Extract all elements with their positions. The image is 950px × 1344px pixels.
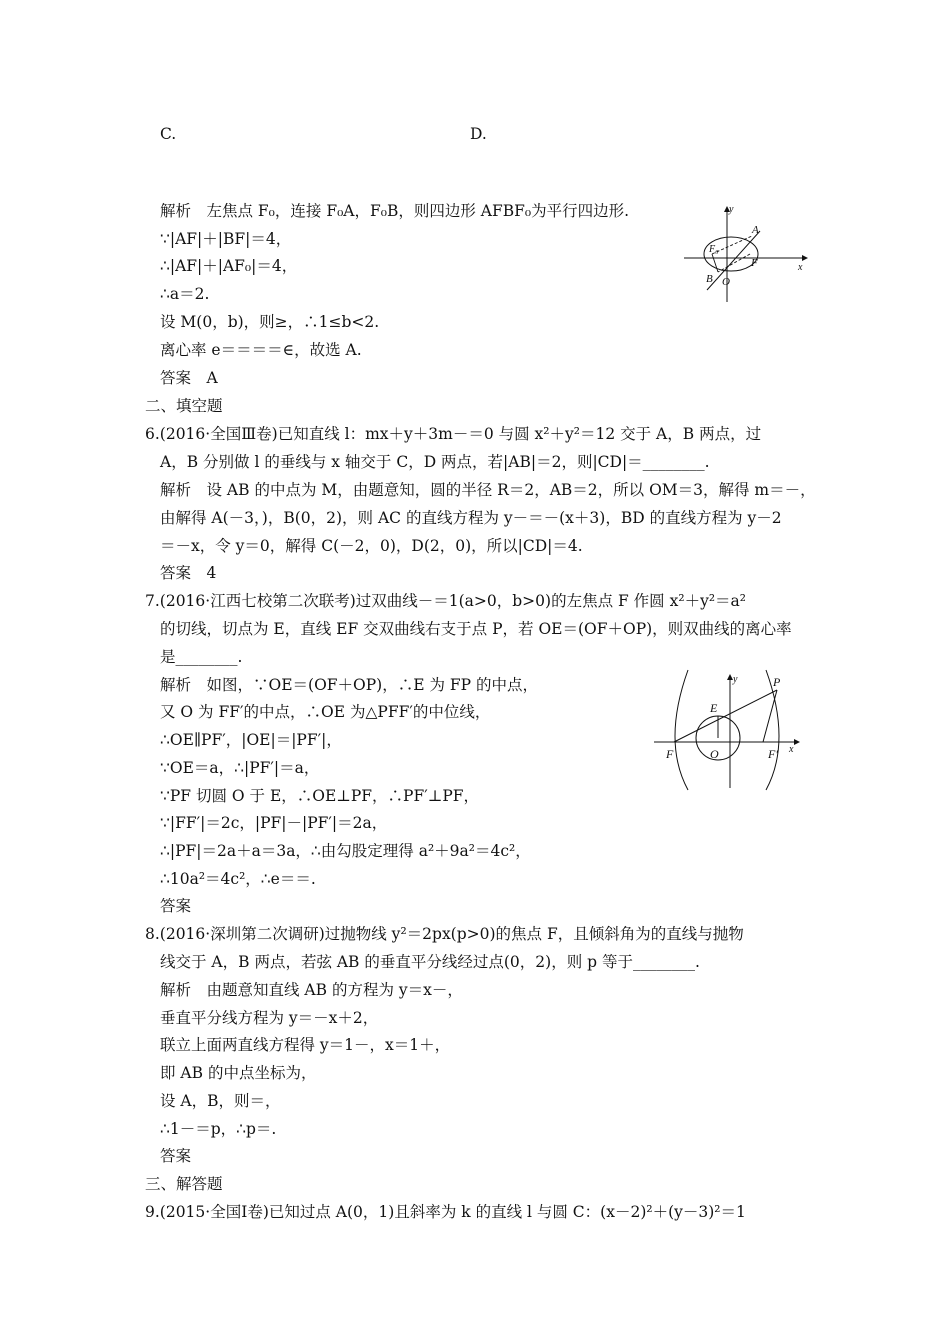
q7-line-7: ∵OE＝a，∴|PF′|＝a，	[160, 759, 320, 777]
q5-answer: 答案 A	[160, 369, 218, 387]
q9-line-1: 9.(2015·全国Ⅰ卷)已知过点 A(0，1)且斜率为 k 的直线 l 与圆 C：(x－2)²＋(y－3)²＝1	[145, 1203, 746, 1221]
fig7-label-x: x	[789, 744, 794, 755]
fig5-label-o: O	[722, 276, 730, 288]
q7-line-6: ∴OE∥PF′，|OE|＝|PF′|，	[160, 731, 342, 749]
fig7-label-y: y	[733, 674, 738, 685]
q7-line-3: 是________.	[160, 648, 243, 666]
fig5-label-f0: F₀	[709, 244, 719, 255]
section-heading-solve: 三、解答题	[145, 1175, 223, 1193]
q5-line-1: 解析 左焦点 F₀，连接 F₀A，F₀B，则四边形 AFBF₀为平行四边形.	[160, 202, 630, 220]
fig5-label-b: B	[706, 273, 713, 285]
q5-line-4: ∴a＝2.	[160, 285, 210, 303]
fig7-label-p: P	[773, 675, 781, 689]
q7-line-4: 解析 如图，∵OE＝(OF＋OP)，∴E 为 FP 的中点，	[160, 676, 538, 694]
q5-line-3: ∴|AF|＋|AF₀|＝4，	[160, 257, 298, 275]
q7-line-5: 又 O 为 FF′的中点，∴OE 为△PFF′的中位线，	[160, 703, 491, 721]
fig7-label-o: O	[710, 747, 719, 761]
q5-line-2: ∵|AF|＋|BF|＝4，	[160, 230, 292, 248]
q5-line-5: 设 M(0，b)，则≥，∴1≤b<2.	[160, 313, 380, 331]
q6-answer: 答案 4	[160, 564, 217, 582]
option-c: C.	[160, 125, 177, 143]
q7-line-11: ∴10a²＝4c²，∴e＝＝.	[160, 870, 316, 888]
q7-figure	[652, 668, 802, 794]
section-heading-fill-blank: 二、填空题	[145, 397, 223, 415]
q7-line-9: ∵|FF′|＝2c，|PF|－|PF′|＝2a，	[160, 814, 388, 832]
q7-line-8: ∵PF 切圆 O 于 E，∴OE⊥PF，∴PF′⊥PF，	[160, 787, 480, 805]
q6-line-1: 6.(2016·全国Ⅲ卷)已知直线 l：mx＋y＋3m－＝0 与圆 x²＋y²＝12 交于 A，B 两点，过	[145, 425, 762, 443]
q6-line-3: 解析 设 AB 的中点为 M，由题意知，圆的半径 R＝2，AB＝2，所以 OM＝3，解得 m＝－，	[160, 481, 816, 499]
fig7-label-f: F	[666, 747, 674, 761]
q6-line-5: ＝－x，令 y＝0，解得 C(－2，0)，D(2，0)，所以|CD|＝4.	[160, 537, 583, 555]
option-d: D.	[470, 125, 487, 143]
q8-line-2: 线交于 A，B 两点，若弦 AB 的垂直平分线经过点(0，2)，则 p 等于________.	[160, 953, 700, 971]
fig5-label-x: x	[798, 262, 803, 273]
q8-line-5: 联立上面两直线方程得 y＝1－，x＝1＋，	[160, 1036, 451, 1054]
q8-line-1: 8.(2016·深圳第二次调研)过抛物线 y²＝2px(p>0)的焦点 F，且倾斜角为的直线与抛物	[145, 925, 744, 943]
q7-line-1: 7.(2016·江西七校第二次联考)过双曲线－＝1(a>0，b>0)的左焦点 F 作圆 x²＋y²＝a²	[145, 592, 746, 610]
q8-line-3: 解析 由题意知直线 AB 的方程为 y＝x－，	[160, 981, 463, 999]
q5-line-6: 离心率 e＝＝＝＝∈，故选 A.	[160, 341, 362, 359]
fig5-label-y: y	[729, 204, 734, 215]
q8-line-8: ∴1－＝p，∴p＝.	[160, 1120, 277, 1138]
q7-line-10: ∴|PF|＝2a＋a＝3a，∴由勾股定理得 a²＋9a²＝4c²，	[160, 842, 531, 860]
q8-answer: 答案	[160, 1147, 192, 1165]
fig5-label-f: F	[751, 257, 758, 269]
fig5-label-a: A	[752, 224, 759, 236]
q6-line-4: 由解得 A(－3，)，B(0，2)，则 AC 的直线方程为 y－＝－(x＋3)，BD 的直线方程为 y－2	[160, 509, 782, 527]
q8-line-4: 垂直平分线方程为 y＝－x＋2，	[160, 1009, 379, 1027]
q8-line-6: 即 AB 的中点坐标为，	[160, 1064, 317, 1082]
fig7-label-f2: F′	[768, 747, 778, 761]
q7-line-2: 的切线，切点为 E，直线 EF 交双曲线右支于点 P，若 OE＝(OF＋OP)，则双曲线的离心率	[160, 620, 792, 638]
fig7-label-e: E	[710, 701, 718, 715]
q6-line-2: A，B 分别做 l 的垂线与 x 轴交于 C，D 两点，若|AB|＝2，则|CD|＝________.	[160, 453, 710, 471]
q7-answer: 答案	[160, 897, 192, 915]
q5-figure	[680, 198, 810, 310]
q8-line-7: 设 A，B，则＝，	[160, 1092, 281, 1110]
